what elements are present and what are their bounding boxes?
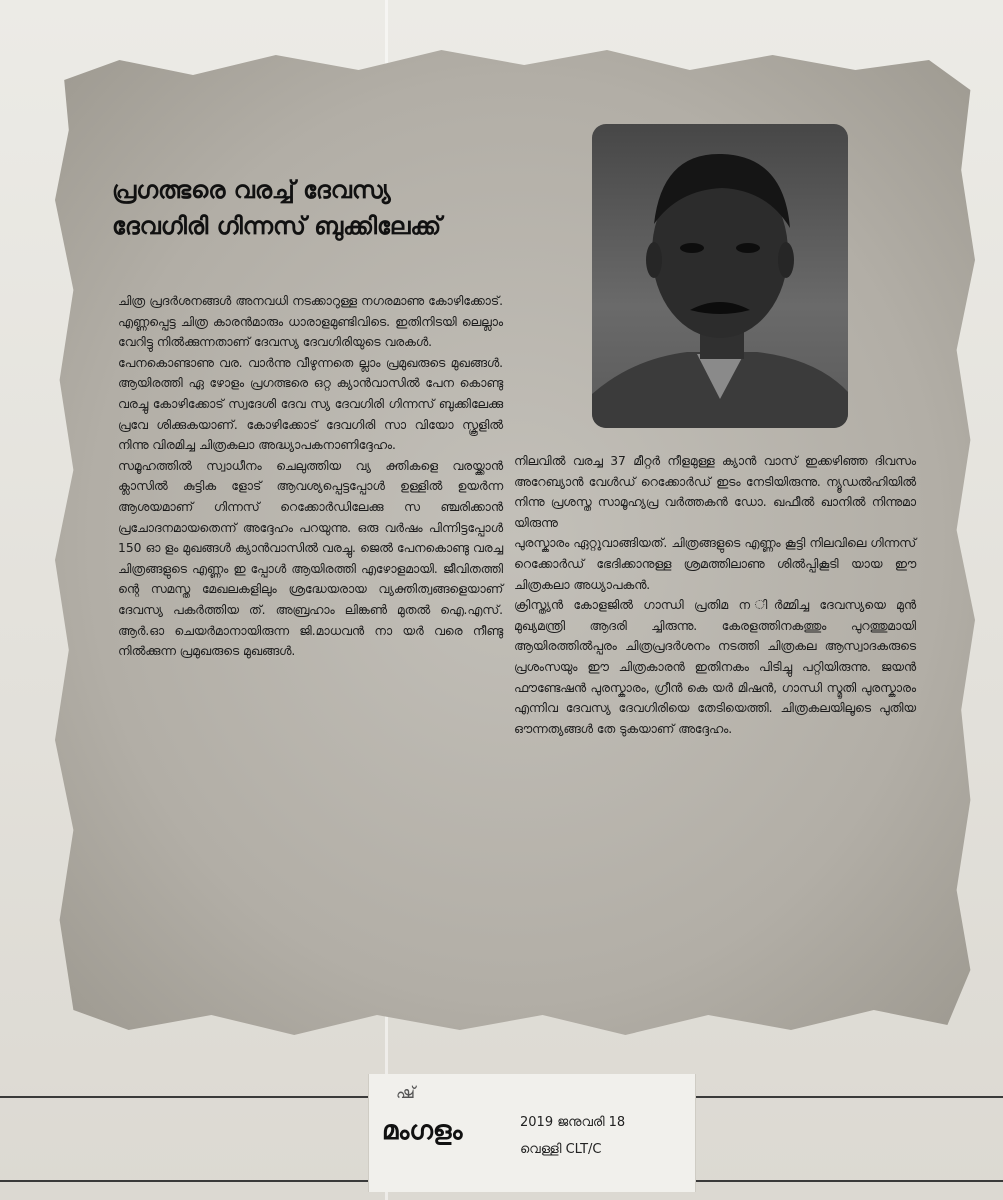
- handwritten-mark: ഷ്: [396, 1083, 416, 1102]
- article-column-right: [514, 451, 916, 739]
- paragraph: സമൂഹത്തിൽ സ്വാധീനം ചെലുത്തിയ വ്യ ക്തികളെ വരയ്ക്കാൻ ക്ലാസിൽ കുട്ടിക ളോട് ആവശ്യപ്പെട്ടപ്പോൾ ഉള്ളിൽ ഉയർന്ന ആശയമാണ് ഗിന്നസ് റെക്കോർഡിലേക്കു സ ഞ്ചരിക്കാൻ പ്രചോദനമായതെന്ന് അദ്ദേഹം പറയുന്നു. ഒരു വർഷം പിന്നിട്ടപ്പോൾ 150 ഓ ളം മുഖങ്ങൾ ക്യാൻവാസിൽ വരച്ചു. ജെൽ പേനകൊണ്ടു വരച്ച ചിത്രങ്ങളുടെ എണ്ണം ഇ പ്പോൾ ആയിരത്തി എഴോളമായി. ജീവിതത്തി ന്റെ സമസ്ത മേഖലകളിലും ശ്രദ്ധേയരായ വ്യക്തിത്വങ്ങളെയാണ് ദേവസ്യ പകർത്തിയ ത്. അബ്രഹാം ലിങ്കൺ മുതൽ ഐ.എസ്. ആർ.ഓ ചെയർമാനായിരുന്ന ജി.മാധവൻ നാ യർ വരെ നീണ്ടു നിൽക്കുന്ന പ്രമുഖരുടെ മുഖങ്ങൾ.: [118, 458, 503, 659]
- portrait-photo: [592, 124, 848, 428]
- article-column-left: [118, 291, 503, 662]
- headline-line-1: പ്രഗത്ഭരെ വരച്ച് ദേവസ്യ: [112, 175, 391, 204]
- newspaper-masthead: മംഗളം: [382, 1116, 463, 1146]
- publication-edition: വെള്ളി CLT/C: [520, 1142, 602, 1157]
- paragraph: ചിത്ര പ്രദർശനങ്ങൾ അനവധി നടക്കാറുള്ള നഗരമാണു കോഴിക്കോട്. എണ്ണപ്പെട്ട ചിത്ര കാരൻമാരും ധാരാളമുണ്ടിവിടെ. ഇതിനിടയി ലെല്ലാം വേറിട്ടു നിൽക്കുന്നതാണ് ദേവസ്യ ദേവഗിരിയുടെ വരകൾ.: [118, 294, 503, 350]
- headline-line-2: ദേവഗിരി ഗിന്നസ് ബുക്കിലേക്ക്: [112, 211, 442, 240]
- publication-date: 2019 ജനുവരി 18: [520, 1115, 626, 1130]
- paragraph: ക്രിസ്ത്യൻ കോളജിൽ ഗാന്ധി പ്രതിമ ന ിർമ്മിച്ച ദേവസ്യയെ മുൻ മുഖ്യമന്ത്രി ആദരി ച്ചിരുന്നു. കേരളത്തിനകത്തും പുറത്തുമായി ആയിരത്തിൽപ്പരം ചിത്രപ്രദർശനം നടത്തി ചിത്രകല ആസ്വാദകരുടെ പ്രശംസയും ഈ ചിത്രകാരൻ ഇതിനകം പിടിച്ചു പറ്റിയിരുന്നു. ജയൻ ഫൗണ്ടേഷൻ പുരസ്കാരം, ഗ്രീൻ കെ യർ മിഷൻ, ഗാന്ധി സ്മൃതി പുരസ്കാരം എന്നിവ ദേവസ്യ ദേവഗിരിയെ തേടിയെത്തി. ചിത്രകലയിലൂടെ പുതിയ ഔന്നത്യങ്ങൾ തേ ടുകയാണ് അദ്ദേഹം.: [514, 598, 916, 736]
- paragraph: നിലവിൽ വരച്ച 37 മീറ്റർ നീളമുള്ള ക്യാൻ വാസ് ഇക്കഴിഞ്ഞ ദിവസം അറേബ്യാൻ വേൾഡ് റെക്കോർഡ് ഇടം നേടിയിരുന്നു. ന്യൂഡൽഹിയിൽ നിന്നു പ്രശസ്ത സാമൂഹ്യപ്ര വർത്തകൻ ഡോ. ഖഫീൽ ഖാനിൽ നിന്നുമാ യിരുന്നു: [514, 454, 916, 530]
- paragraph: പുരസ്കാരം ഏറ്റുവാങ്ങിയത്. ചിത്രങ്ങളുടെ എണ്ണം കൂട്ടി നിലവിലെ ഗിന്നസ് റെക്കോർഡ് ഭേദിക്കാനുള്ള ശ്രമത്തിലാണു ശിൽപ്പികൂടി യായ ഈ ചിത്രകലാ അധ്യാപകൻ.: [514, 536, 916, 592]
- article-headline: [112, 172, 572, 244]
- paragraph: പേനകൊണ്ടാണു വര. വാർന്നു വീഴുന്നതെ ല്ലാം പ്രമുഖരുടെ മുഖങ്ങൾ. ആയിരത്തി ഏ ഴോളം പ്രഗത്ഭരെ ഒറ്റ ക്യാൻവാസിൽ പേന കൊണ്ടു വരച്ചു കോഴിക്കോട് സ്വദേശി ദേവ സ്യ ദേവഗിരി ഗിന്നസ് ബുക്കിലേക്കു പ്രവേ ശിക്കുകയാണ്. കോഴിക്കോട് ദേവഗിരി സാ വിയോ സ്കൂളിൽ നിന്നു വിരമിച്ച ചിത്രകലാ അദ്ധ്യാപകനാണിദ്ദേഹം.: [118, 355, 503, 453]
